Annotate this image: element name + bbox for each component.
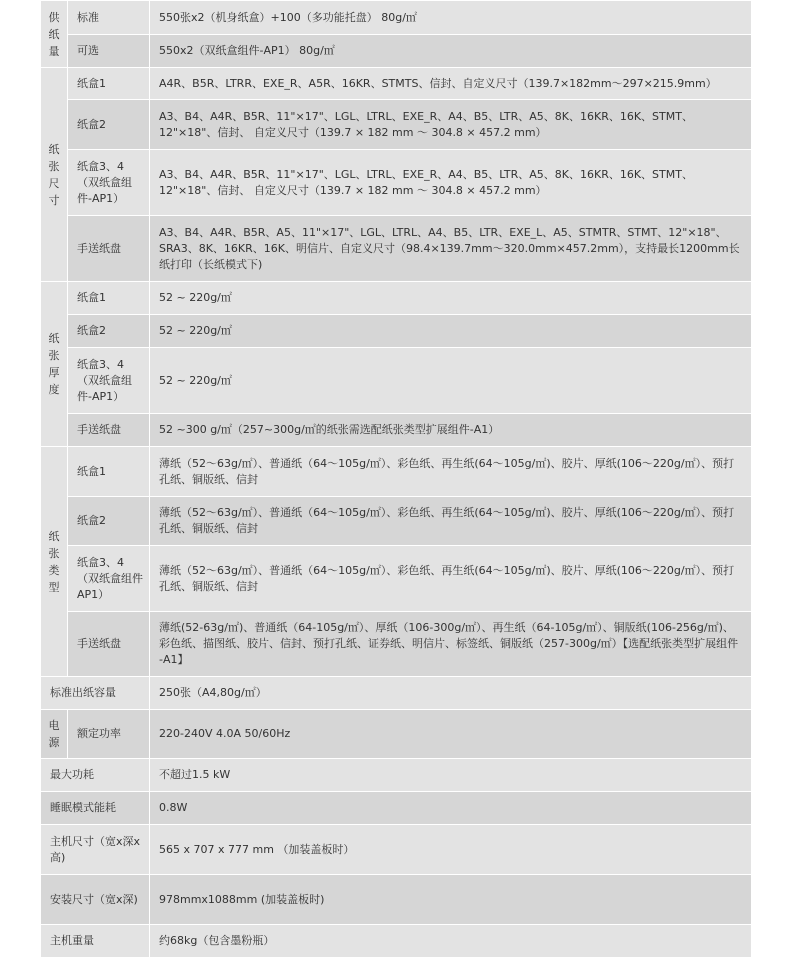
row-value: 550张x2（机身纸盒）+100（多功能托盘） 80g/㎡ <box>150 1 752 35</box>
category-cell <box>41 282 68 447</box>
table-row <box>41 282 752 315</box>
row-value: 250张（A4,80g/㎡） <box>150 677 752 710</box>
table-row <box>41 447 752 497</box>
row-label: 纸盒3、4（双纸盒组件-AP1） <box>68 150 150 216</box>
row-label: 纸盒1 <box>68 282 150 315</box>
row-value: 薄纸（52～63g/㎡）、普通纸（64～105g/㎡）、彩色纸、再生纸(64～105g/㎡)、胶片、厚纸(106～220g/㎡）、预打孔纸、铜版纸、信封 <box>150 546 752 612</box>
row-value: A3、B4、A4R、B5R、11"×17"、LGL、LTRL、EXE_R、A4、B5、LTR、A5、8K、16KR、16K、STMT、12"×18"、信封、 自定义尺寸（139.7 × 182 mm ～ 304.8 × 457.2 mm） <box>150 100 752 150</box>
row-value: 220-240V 4.0A 50/60Hz <box>150 710 752 759</box>
table-row <box>41 875 752 925</box>
row-value: 薄纸（52～63g/㎡）、普通纸（64～105g/㎡）、彩色纸、再生纸(64～105g/㎡)、胶片、厚纸(106～220g/㎡）、预打孔纸、铜版纸、信封 <box>150 447 752 497</box>
row-label: 主机尺寸（宽x深x高) <box>41 825 150 875</box>
row-value: 550x2（双纸盒组件-AP1） 80g/㎡ <box>150 35 752 68</box>
row-value: 978mmx1088mm (加装盖板时) <box>150 875 752 925</box>
row-value: 不超过1.5 kW <box>150 759 752 792</box>
table-row <box>41 612 752 677</box>
table-row <box>41 497 752 546</box>
row-value: 52 ~ 220g/㎡ <box>150 348 752 414</box>
row-label: 纸盒3、4（双纸盒组件-AP1） <box>68 348 150 414</box>
table-row <box>41 348 752 414</box>
category-cell <box>41 1 68 68</box>
category-cell <box>41 447 68 677</box>
category-label: 纸张厚度 <box>48 332 60 396</box>
table-row <box>41 315 752 348</box>
table-row <box>41 35 752 68</box>
table-row <box>41 1 752 35</box>
row-value: 0.8W <box>150 792 752 825</box>
row-label: 纸盒2 <box>68 100 150 150</box>
row-label: 可选 <box>68 35 150 68</box>
row-value: A4R、B5R、LTRR、EXE_R、A5R、16KR、STMTS、信封、自定义尺寸（139.7×182mm～297×215.9mm） <box>150 68 752 100</box>
table-row <box>41 150 752 216</box>
row-label: 主机重量 <box>41 925 150 958</box>
row-value: 52 ~300 g/㎡（257~300g/㎡的纸张需选配纸张类型扩展组件-A1） <box>150 414 752 447</box>
table-row <box>41 759 752 792</box>
table-row <box>41 68 752 100</box>
row-value: 52 ~ 220g/㎡ <box>150 315 752 348</box>
row-label: 手送纸盘 <box>68 414 150 447</box>
row-value: A3、B4、A4R、B5R、11"×17"、LGL、LTRL、EXE_R、A4、B5、LTR、A5、8K、16KR、16K、STMT、12"×18"、信封、 自定义尺寸（139.7 × 182 mm ～ 304.8 × 457.2 mm） <box>150 150 752 216</box>
table-row <box>41 677 752 710</box>
table-row <box>41 825 752 875</box>
row-label: 安装尺寸（宽x深) <box>41 875 150 925</box>
row-label: 纸盒1 <box>68 447 150 497</box>
row-value: 薄纸（52～63g/㎡）、普通纸（64～105g/㎡）、彩色纸、再生纸(64～105g/㎡)、胶片、厚纸(106～220g/㎡）、预打孔纸、铜版纸、信封 <box>150 497 752 546</box>
row-value: 52 ~ 220g/㎡ <box>150 282 752 315</box>
table-row <box>41 925 752 958</box>
category-label: 供纸量 <box>48 10 60 58</box>
row-label: 标准出纸容量 <box>41 677 150 710</box>
table-row <box>41 414 752 447</box>
table-row <box>41 710 752 759</box>
row-label: 额定功率 <box>68 710 150 759</box>
row-value: A3、B4、A4R、B5R、A5、11"×17"、LGL、LTRL、A4、B5、LTR、EXE_L、A5、STMTR、STMT、12"×18"、SRA3、8K、16KR、16K、明信片、自定义尺寸（98.4×139.7mm～320.0mm×457.2mm），支持最长1200mm长纸打印（长纸模式下) <box>150 216 752 282</box>
category-label: 纸张尺寸 <box>48 142 60 207</box>
row-label: 手送纸盘 <box>68 612 150 677</box>
row-label: 纸盒3、4（双纸盒组件AP1） <box>68 546 150 612</box>
category-cell <box>41 710 68 759</box>
table-row <box>41 100 752 150</box>
row-value: 565 x 707 x 777 mm （加装盖板时） <box>150 825 752 875</box>
row-label: 纸盒1 <box>68 68 150 100</box>
table-row <box>41 792 752 825</box>
table-row <box>41 216 752 282</box>
row-label: 标准 <box>68 1 150 35</box>
row-label: 睡眠模式能耗 <box>41 792 150 825</box>
category-label: 电源 <box>48 719 60 749</box>
row-value: 薄纸(52-63g/㎡)、普通纸（64-105g/㎡）、厚纸（106-300g/㎡）、再生纸（64-105g/㎡）、铜版纸(106-256g/㎡)、彩色纸、描图纸、胶片、信封、预打孔纸、证券纸、明信片、标签纸、铜版纸（257-300g/㎡）【选配纸张类型扩展组件 -A1】 <box>150 612 752 677</box>
category-label: 纸张类型 <box>48 529 60 594</box>
row-label: 手送纸盘 <box>68 216 150 282</box>
category-cell <box>41 68 68 282</box>
row-value: 约68kg（包含墨粉瓶） <box>150 925 752 958</box>
row-label: 纸盒2 <box>68 497 150 546</box>
spec-table <box>40 0 752 958</box>
table-row <box>41 546 752 612</box>
row-label: 最大功耗 <box>41 759 150 792</box>
row-label: 纸盒2 <box>68 315 150 348</box>
